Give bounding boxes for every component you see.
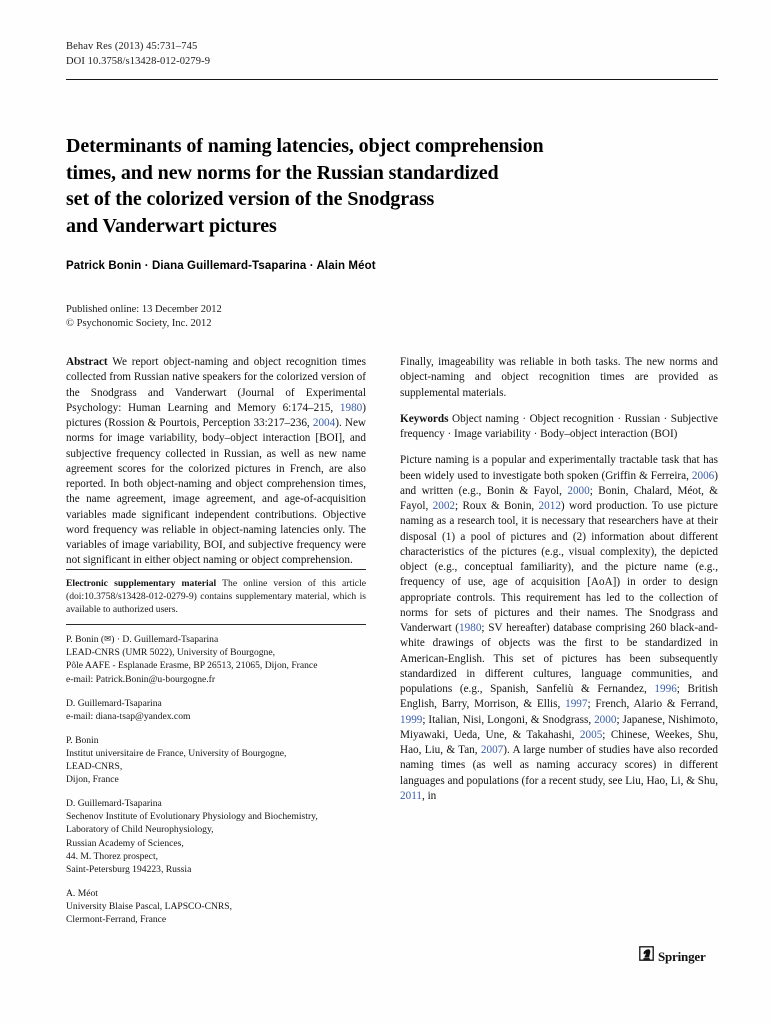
intro-text-6: ; SV hereafter) database comprising 260 black-and-white drawings of objects was the first to be standardized in American-English. This set of pictures has been subsequently standardized in different cultures, language communities, and populations (e.g., Spanish, Sanfeliù & Fernandez,: [400, 622, 718, 695]
right-column: [400, 355, 718, 815]
affiliation-3-line-1: Institut universitaire de France, University of Bourgogne,: [66, 747, 287, 759]
intro-text-11: ; Chinese, Weekes, Shu, Hao, Liu, & Tan,: [400, 728, 718, 756]
intro-text-2: ) and written (e.g., Bonin & Fayol,: [400, 469, 718, 497]
springer-logo: [639, 946, 706, 968]
citation-year-2011[interactable]: 2011: [400, 789, 422, 802]
abstract-paragraph: [66, 355, 366, 569]
esm-label: Electronic supplementary material: [66, 578, 217, 589]
left-column: [66, 355, 366, 569]
citation-year-1996[interactable]: 1996: [654, 683, 677, 695]
citation-year-2004[interactable]: 2004: [312, 417, 336, 429]
keywords-label: Keywords: [400, 412, 449, 425]
springer-knight-icon: [639, 946, 654, 968]
header-rule: [66, 79, 718, 80]
title-line-2: times, and new norms for the Russian standardized: [66, 161, 499, 184]
affiliation-1-line-1: LEAD-CNRS (UMR 5022), University of Bourgogne,: [66, 647, 276, 659]
intro-paragraph: [400, 453, 718, 804]
abstract-continuation: [400, 355, 718, 401]
title-line-1: Determinants of naming latencies, object comprehension: [66, 135, 544, 157]
intro-text-4: ; Roux & Bonin,: [455, 500, 539, 512]
abstract-label: Abstract: [66, 356, 108, 368]
springer-wordmark: Springer: [658, 949, 706, 964]
intro-text-12: ). A large number of studies have also recorded naming times (as well as naming accuracy scores) in different languages and populations (for a recent study, see Liu, Hao, Li, & Shu,: [400, 744, 718, 787]
published-online-date: Published online: 13 December 2012: [66, 304, 222, 315]
intro-text-3: ; Bonin, Chalard, Méot, & Fayol,: [400, 484, 718, 512]
abstract-text-3: ). New norms for image variability, body–object interaction [BOI], and subjective frequency collected in Russian, as well as new name agreement scores for the colorized pictures in French, are also reported. In both object-naming and object comprehension times, the name agreement, image agreement, and age-of-acquisition variables made significant independent contributions. Objective word frequency was reliable in object-naming latencies only. The variables of image variability, BOI, and subjective frequency were not significant in either object naming or object comprehension.: [66, 417, 366, 567]
citation-year-1980[interactable]: 1980: [339, 401, 363, 414]
affiliation-4-line-4: 44. M. Thorez prospect,: [66, 850, 159, 862]
keywords-text: Object naming · Object recognition · Russian · Subjective frequency · Image variability · Body–object interaction (BOI): [400, 412, 718, 440]
intro-text-7: ; British English, Barry, Morrison, & Ellis,: [400, 683, 719, 711]
affiliation-1-email[interactable]: e-mail: Patrick.Bonin@u-bourgogne.fr: [66, 673, 216, 685]
affiliation-5-line-1: University Blaise Pascal, LAPSCO-CNRS,: [66, 900, 233, 912]
journal-running-head: [66, 40, 210, 69]
affiliation-4-line-2: Laboratory of Child Neurophysiology,: [66, 824, 214, 836]
affiliation-4-line-5: Saint-Petersburg 194223, Russia: [66, 863, 192, 875]
affiliation-4-line-3: Russian Academy of Sciences,: [66, 837, 184, 849]
citation-year-2012[interactable]: 2012: [538, 500, 561, 512]
affiliation-3-line-2: LEAD-CNRS,: [66, 761, 123, 773]
author-byline: Patrick Bonin · Diana Guillemard-Tsaparina · Alain Méot: [66, 260, 376, 272]
abstract-continued-text: Finally, imageability was reliable in both tasks. The new norms and object-naming and object recognition times are provided as supplemental materials.: [400, 356, 718, 399]
citation-year-1999[interactable]: 1999: [400, 713, 423, 726]
keywords-paragraph: [400, 412, 718, 443]
journal-citation-line: Behav Res (2013) 45:731–745: [66, 41, 198, 52]
affiliation-1-author-post: ) · D. Guillemard-Tsaparina: [111, 634, 219, 646]
title-line-4: and Vanderwart pictures: [66, 214, 277, 237]
citation-year-2007[interactable]: 2007: [480, 744, 504, 756]
affiliation-1-author-pre: P. Bonin (: [66, 634, 105, 646]
citation-year-2002[interactable]: 2002: [432, 500, 455, 512]
affiliation-3-author: P. Bonin: [66, 734, 99, 746]
affiliation-2-email[interactable]: e-mail: diana-tsap@yandex.com: [66, 710, 191, 722]
publication-info: [66, 303, 222, 331]
electronic-supplementary-material: [66, 577, 366, 616]
abstract-text-1: We report object-naming and object recognition times collected from Russian native speakers for the colorized version of the Snodgrass and Vanderwart (Journal of Experimental Psychology: Human Learning and Memory 6:174–215,: [66, 356, 366, 414]
paper-title: [66, 133, 666, 239]
citation-year-2005[interactable]: 2005: [579, 728, 603, 741]
affiliation-4-line-1: Sechenov Institute of Evolutionary Physiology and Biochemistry,: [66, 811, 318, 823]
intro-text-9: ; Italian, Nisi, Longoni, & Snodgrass,: [422, 713, 595, 726]
affiliation-1-author-line: [66, 633, 366, 646]
affiliation-block-1: [66, 633, 366, 685]
intro-text-13: , in: [421, 789, 437, 802]
affiliation-block-4: [66, 797, 366, 876]
affiliation-block-5: [66, 887, 366, 926]
abstract-text-2: ) pictures (Rossion & Pourtois, Perception 33:217–236,: [66, 401, 366, 429]
footnote-rule-top: [66, 569, 366, 570]
citation-year-2006[interactable]: 2006: [691, 469, 715, 482]
journal-doi-line: DOI 10.3758/s13428-012-0279-9: [66, 55, 211, 67]
footnote-rule-bottom: [66, 624, 366, 625]
affiliation-3-line-3: Dijon, France: [66, 774, 119, 786]
intro-text-1: Picture naming is a popular and experimentally tractable task that has been widely used to investigate both spoken (Griffin & Ferreira,: [400, 454, 718, 482]
affiliation-4-author: D. Guillemard-Tsaparina: [66, 798, 162, 810]
affiliation-1-line-2: Pôle AAFE - Esplanade Erasme, BP 26513, 21065, Dijon, France: [66, 660, 318, 672]
esm-text: The online version of this article (doi:10.3758/s13428-012-0279-9) contains supplementary material, which is available to authorized users.: [66, 578, 366, 616]
citation-year-2000b[interactable]: 2000: [594, 713, 617, 726]
footnote-block: [66, 569, 366, 926]
intro-text-5: ) word production. To use picture naming as a research tool, it is necessary that researchers have at their disposal (1) a pool of pictures and (2) information about different characteristics of the pictures (e.g., visual complexity), the depicted object (e.g., conceptual familiarity), and the picture name (e.g., frequency of use, age of acquisition [AoA]) in order to design appropriate controls. This requirement has led to the collection of norms for sets of pictures and their names. The Snodgrass and Vanderwart (: [400, 500, 719, 634]
citation-year-2000a[interactable]: 2000: [567, 484, 590, 497]
title-line-3: set of the colorized version of the Snodgrass: [66, 188, 435, 210]
copyright-line: © Psychonomic Society, Inc. 2012: [66, 318, 212, 329]
intro-text-10: ; Japanese, Nishimoto, Miyawaki, Ueda, Une, & Takahashi,: [400, 713, 718, 741]
affiliation-2-author: D. Guillemard-Tsaparina: [66, 697, 162, 709]
envelope-icon: ✉: [104, 634, 112, 645]
affiliation-block-3: [66, 734, 366, 786]
affiliation-5-author: A. Méot: [66, 887, 98, 899]
intro-text-8: ; French, Alario & Ferrand,: [587, 698, 718, 711]
affiliation-block-2: [66, 697, 366, 723]
citation-year-1997[interactable]: 1997: [565, 698, 588, 711]
citation-year-1980b[interactable]: 1980: [459, 622, 482, 634]
affiliation-5-line-2: Clermont-Ferrand, France: [66, 913, 167, 925]
